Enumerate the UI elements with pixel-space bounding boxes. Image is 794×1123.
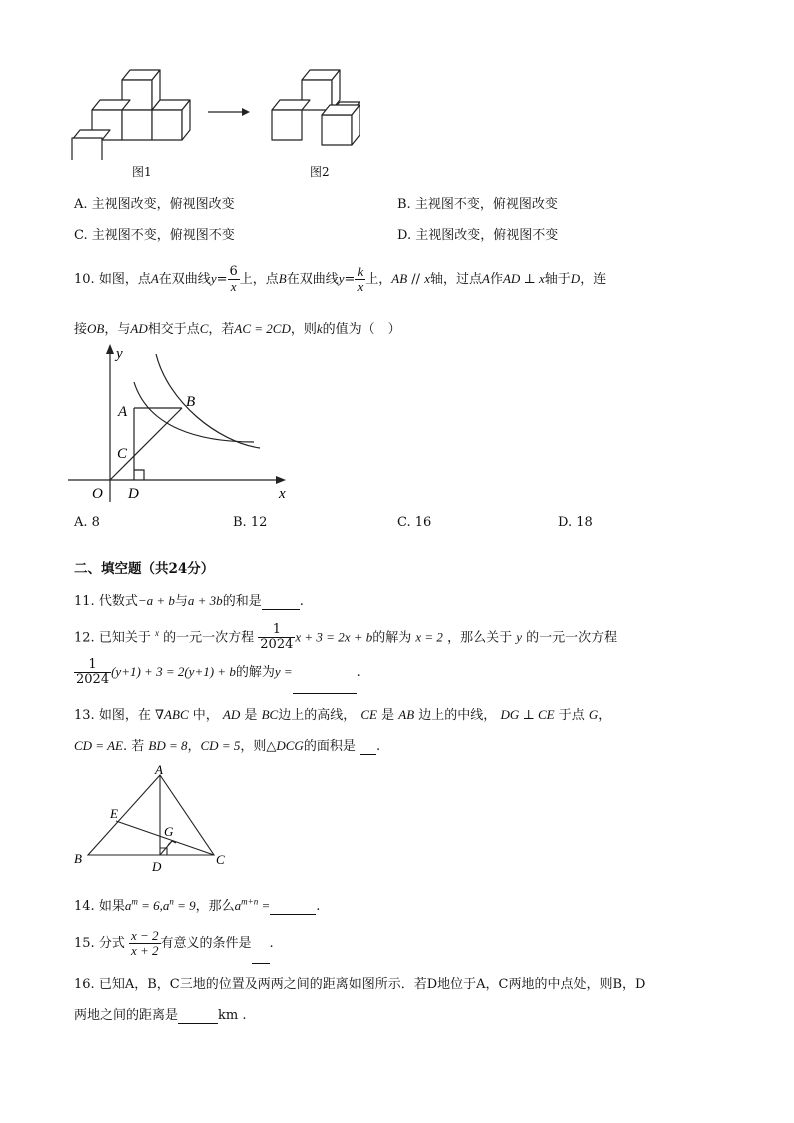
fig-label-g: G [164, 824, 174, 839]
q15: 15. 分式 $\frac{x - 2}{x + 2}$ 有意义的条件是 . [74, 925, 274, 964]
graph-label-b: B [186, 394, 196, 410]
q13-triangle-figure [68, 763, 243, 873]
fig1-label: 图1 [132, 165, 152, 179]
fig-label-e: E [110, 806, 118, 821]
q10-option-b: B. 12 [233, 515, 268, 530]
q10-line1: 10. 如图，点A在双曲线y= $\frac{6}{x}$ 上，点B在双曲线y= $\frac{k}{x}$ 上，AB // x轴，过点A作AD ⊥ x轴于D，连 [74, 263, 607, 294]
q12-line1: 12. 已知关于 $^x$ 的一元一次方程 $\frac{1}{2024}$ x + 3 = 2x + b的解为 x = 2 ，那么关于 y 的一元一次方程 [74, 622, 618, 653]
q16-answer-blank[interactable] [178, 1008, 218, 1024]
q11: 11. 代数式−a + b与a + 3b的和是 . [74, 593, 304, 609]
q10-graph [68, 342, 308, 507]
y-axis-arrow [106, 344, 114, 354]
q13-line1: 13. 如图，在 ∇ABC 中， AD 是 BC边上的高线， CE 是 AB 边上的中线， DG ⊥ CE 于点 G， [74, 707, 612, 723]
q16-line2: 两地之间的距离是 km . [74, 1008, 247, 1023]
q10-option-a: A. 8 [74, 515, 100, 530]
graph-label-x: x [279, 486, 286, 502]
graph-label-y: y [116, 346, 123, 362]
q9-option-d: D. 主视图改变，俯视图不变 [397, 228, 559, 243]
q12-line2: $\frac{1}{2024}$ (y+1) + 3 = 2(y+1) + b的解为y = . [74, 652, 361, 694]
q14-answer-blank[interactable] [270, 899, 316, 915]
q11-answer-blank[interactable] [262, 594, 300, 610]
q10-option-d: D. 18 [558, 515, 593, 530]
graph-label-c: C [117, 446, 128, 462]
q10-line2: 接OB，与AD相交于点C，若AC = 2CD，则k的值为（ ） [74, 321, 401, 337]
q10-option-c: C. 16 [397, 515, 432, 530]
fig-label-d: D [152, 859, 162, 873]
x-axis-arrow [276, 476, 286, 484]
q9-option-a: A. 主视图改变，俯视图改变 [74, 197, 235, 212]
fig2-label: 图2 [310, 165, 330, 179]
q12-answer-blank[interactable] [293, 653, 357, 694]
q16-line1: 16. 已知A，B，C三地的位置及两两之间的距离如图所示．若D地位于A，C两地的中点处，则B，D [74, 977, 646, 992]
q9-figures [60, 60, 360, 160]
q14: 14. 如果$a^m = 6,a^n = 9$，那么$a^{m+n}$ = . [74, 896, 321, 914]
q13-answer-blank[interactable] [360, 739, 376, 755]
fig-label-c: C [216, 852, 225, 867]
fig-label-b: B [74, 851, 82, 866]
q9-option-b: B. 主视图不变，俯视图改变 [397, 197, 558, 212]
fig-label-a: A [155, 763, 163, 777]
graph-label-o: O [92, 486, 103, 502]
graph-label-d: D [128, 486, 139, 502]
q9-option-c: C. 主视图不变，俯视图不变 [74, 228, 235, 243]
q13-line2: CD = AE. 若 BD = 8，CD = 5，则△DCG的面积是 . [74, 738, 381, 754]
q15-answer-blank[interactable] [252, 925, 270, 964]
section-title: 二、填空题（共24分） [74, 561, 215, 577]
graph-label-a: A [118, 404, 128, 420]
